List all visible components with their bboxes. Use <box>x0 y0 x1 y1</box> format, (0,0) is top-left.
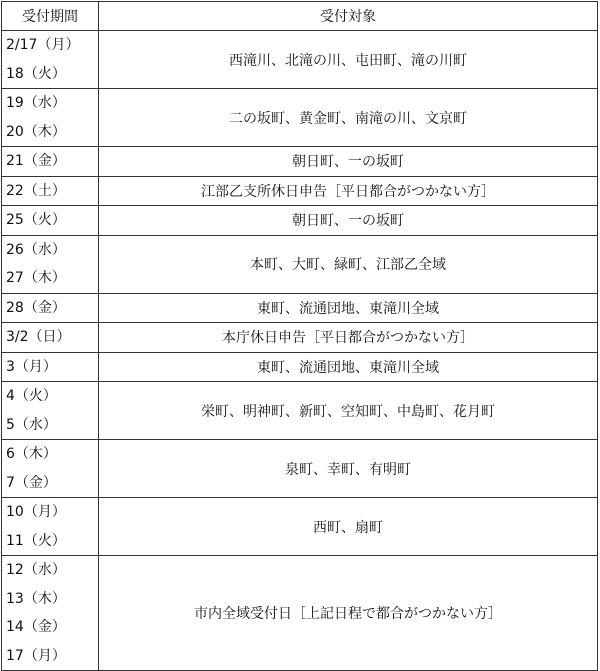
period-cell <box>2 89 99 147</box>
target-cell: 市内全域受付日［上記日程で都合がつかない方］ <box>99 556 598 671</box>
date-label: 11（火） <box>6 532 66 549</box>
period-cell <box>2 352 99 382</box>
header-target: 受付対象 <box>99 2 598 31</box>
period-cell <box>2 31 99 89</box>
date-label: 3/2（日） <box>6 329 71 345</box>
target-cell: 朝日町、一の坂町 <box>99 206 598 236</box>
target-cell: 朝日町、一の坂町 <box>99 147 598 177</box>
period-cell <box>2 498 99 556</box>
period-cell <box>2 556 99 671</box>
target-cell: 東町、流通団地、東滝川全域 <box>99 293 598 323</box>
period-cell <box>2 147 99 177</box>
table-row <box>2 147 598 177</box>
date-label: 6（木） <box>6 446 57 462</box>
date-label: 13（木） <box>6 590 66 607</box>
header-period: 受付期間 <box>2 2 99 31</box>
period-cell <box>2 176 99 206</box>
target-cell: 西滝川、北滝の川、屯田町、滝の川町 <box>99 31 598 89</box>
target-cell: 二の坂町、黄金町、南滝の川、文京町 <box>99 89 598 147</box>
date-label: 25（火） <box>6 212 66 228</box>
date-label: 5（水） <box>6 416 57 433</box>
period-cell <box>2 235 99 293</box>
table-row <box>2 206 598 236</box>
date-label: 7（金） <box>6 474 57 491</box>
header-row <box>2 2 598 31</box>
date-label: 18（火） <box>6 65 66 82</box>
date-label: 20（木） <box>6 123 66 140</box>
target-cell: 西町、扇町 <box>99 498 598 556</box>
date-label: 22（土） <box>6 182 66 199</box>
table-row <box>2 235 598 293</box>
table-row <box>2 293 598 323</box>
date-label: 21（金） <box>6 153 66 169</box>
period-cell <box>2 382 99 440</box>
date-label: 26（水） <box>6 241 66 258</box>
schedule-table <box>1 1 598 671</box>
date-label: 17（月） <box>6 647 66 664</box>
period-cell <box>2 293 99 323</box>
table-row <box>2 440 598 498</box>
table-row <box>2 323 598 353</box>
target-cell: 本庁休日申告［平日都合がつかない方］ <box>99 323 598 353</box>
target-cell: 江部乙支所休日申告［平日都合がつかない方］ <box>99 176 598 206</box>
date-label: 19（水） <box>6 95 66 111</box>
target-cell: 本町、大町、緑町、江部乙全域 <box>99 235 598 293</box>
table-row <box>2 352 598 382</box>
target-cell: 東町、流通団地、東滝川全域 <box>99 352 598 382</box>
table-row <box>2 176 598 206</box>
date-label: 28（金） <box>6 299 66 316</box>
period-cell <box>2 440 99 498</box>
table-row <box>2 31 598 89</box>
date-label: 12（水） <box>6 562 66 578</box>
target-cell: 栄町、明神町、新町、空知町、中島町、花月町 <box>99 382 598 440</box>
period-cell <box>2 323 99 353</box>
table-row <box>2 498 598 556</box>
period-cell <box>2 206 99 236</box>
date-label: 3（月） <box>6 358 57 375</box>
date-label: 27（木） <box>6 270 66 286</box>
table-row <box>2 556 598 671</box>
date-label: 2/17（月） <box>6 37 80 53</box>
table-row <box>2 89 598 147</box>
date-label: 14（金） <box>6 619 66 635</box>
date-label: 10（月） <box>6 504 66 520</box>
table-row <box>2 382 598 440</box>
schedule-body <box>2 31 598 671</box>
date-label: 4（火） <box>6 388 57 404</box>
target-cell: 泉町、幸町、有明町 <box>99 440 598 498</box>
